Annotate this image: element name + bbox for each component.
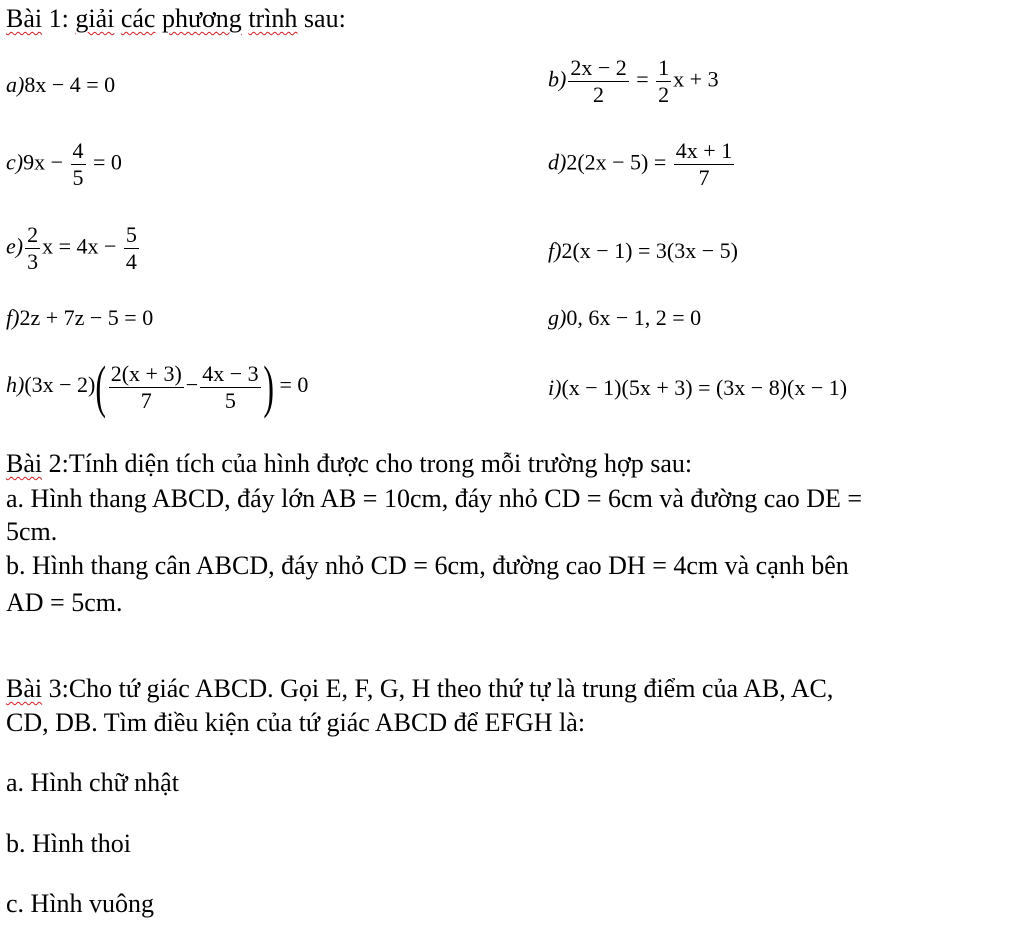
eq-d-den: 7 bbox=[698, 165, 710, 190]
eq-b-den-1: 2 bbox=[593, 82, 605, 107]
eq-c-pre: 9x − bbox=[23, 149, 69, 175]
eq-i-label: i) bbox=[548, 375, 562, 400]
bai3-title-rest: 3:Cho tứ giác ABCD. Gọi E, F, G, H theo thứ tự là trung điểm của AB, AC, bbox=[42, 674, 834, 703]
bai1-word-cac: các bbox=[120, 4, 156, 33]
bai1-heading bbox=[6, 2, 346, 36]
eq-h-fraction-1 bbox=[109, 361, 184, 414]
bai3-item-c: c. Hình vuông bbox=[6, 889, 155, 918]
bai2-heading bbox=[6, 447, 692, 481]
eq-b-num-1: 2x − 2 bbox=[570, 55, 627, 80]
eq-b-tail: x + 3 bbox=[673, 66, 719, 92]
eq-d-fraction bbox=[674, 138, 734, 191]
bai1-word-giai: giải bbox=[75, 4, 115, 33]
bai3-item-b: b. Hình thoi bbox=[6, 829, 131, 858]
eq-h-num-2: 4x − 3 bbox=[202, 360, 259, 386]
eq-f2-label: f) bbox=[6, 305, 20, 330]
eq-d-num: 4x + 1 bbox=[675, 138, 733, 163]
eq-c-num: 4 bbox=[72, 138, 84, 163]
equation-e bbox=[6, 222, 141, 275]
eq-h-pre: (3x − 2) bbox=[24, 372, 96, 398]
equation-d bbox=[548, 138, 736, 191]
eq-d-label: d) bbox=[548, 149, 567, 175]
eq-h-minus: − bbox=[185, 372, 199, 398]
bai3-label: Bài bbox=[6, 674, 43, 703]
eq-f1-body: 2(x − 1) = 3(3x − 5) bbox=[561, 238, 738, 263]
bai3-heading bbox=[6, 672, 833, 706]
eq-e-fraction-1 bbox=[25, 222, 40, 275]
eq-c-label: c) bbox=[6, 149, 24, 175]
equation-h bbox=[6, 354, 309, 419]
bai2-item-a-line-2: 5cm. bbox=[6, 517, 58, 546]
bai2-item-a-line-1: a. Hình thang ABCD, đáy lớn AB = 10cm, đáy nhỏ CD = 6cm và đường cao DE = bbox=[6, 484, 863, 513]
eq-a-label: a) bbox=[6, 72, 25, 97]
eq-h-fraction-2 bbox=[200, 361, 260, 414]
eq-f1-label: f) bbox=[548, 238, 562, 263]
bai2-item-b-line-1: b. Hình thang cân ABCD, đáy nhỏ CD = 6cm, đường cao DH = 4cm và cạnh bên bbox=[6, 551, 849, 580]
equation-i bbox=[548, 375, 847, 401]
eq-h-right-paren: ) bbox=[262, 354, 274, 419]
equation-b bbox=[548, 55, 719, 108]
eq-e-num-1: 2 bbox=[27, 222, 39, 247]
equation-f2 bbox=[6, 305, 153, 331]
eq-h-tail: = 0 bbox=[273, 372, 309, 398]
eq-h-label: h) bbox=[6, 372, 25, 398]
eq-c-fraction bbox=[71, 138, 86, 191]
eq-b-fraction-1 bbox=[568, 55, 628, 108]
eq-g-label: g) bbox=[548, 305, 567, 330]
equation-c bbox=[6, 138, 122, 191]
equation-f1 bbox=[548, 238, 738, 264]
eq-e-fraction-2 bbox=[124, 222, 139, 275]
eq-b-den-2: 2 bbox=[658, 82, 670, 107]
eq-b-label: b) bbox=[548, 66, 567, 92]
eq-a-body: 8x − 4 = 0 bbox=[24, 72, 116, 97]
eq-b-num-2: 1 bbox=[658, 55, 670, 80]
equation-g bbox=[548, 305, 701, 331]
bai1-tail: sau: bbox=[297, 4, 346, 33]
eq-h-den-2: 5 bbox=[224, 387, 236, 413]
bai1-label: Bài bbox=[6, 4, 43, 33]
eq-e-label: e) bbox=[6, 233, 24, 259]
eq-c-den: 5 bbox=[72, 165, 84, 190]
eq-c-tail: = 0 bbox=[87, 149, 122, 175]
eq-d-pre: 2(2x − 5) = bbox=[566, 149, 672, 175]
bai1-word-trinh: trình bbox=[248, 4, 298, 33]
bai1-title-rest: 1: bbox=[42, 4, 76, 33]
bai3-line-2: CD, DB. Tìm điều kiện của tứ giác ABCD để EFGH là: bbox=[6, 708, 586, 737]
eq-h-left-paren: ( bbox=[95, 354, 107, 419]
bai2-item-b-line-2: AD = 5cm. bbox=[6, 588, 123, 617]
bai2-label: Bài bbox=[6, 449, 43, 478]
eq-h-den-1: 7 bbox=[140, 387, 152, 413]
bai2-title-rest: 2:Tính diện tích của hình được cho trong mỗi trường hợp sau: bbox=[42, 449, 693, 478]
eq-g-body: 0, 6x − 1, 2 = 0 bbox=[566, 305, 702, 330]
eq-f2-body: 2z + 7z − 5 = 0 bbox=[19, 305, 154, 330]
eq-i-body: (x − 1)(5x + 3) = (3x − 8)(x − 1) bbox=[561, 375, 848, 400]
eq-b-mid: = bbox=[630, 66, 655, 92]
eq-b-fraction-2 bbox=[656, 55, 671, 108]
eq-e-num-2: 5 bbox=[125, 222, 137, 247]
bai1-word-phuong: phương bbox=[161, 4, 242, 33]
equation-a bbox=[6, 72, 115, 98]
bai3-item-a: a. Hình chữ nhật bbox=[6, 768, 179, 797]
eq-e-mid: x = 4x − bbox=[42, 233, 122, 259]
eq-h-num-1: 2(x + 3) bbox=[110, 360, 182, 386]
eq-e-den-2: 4 bbox=[125, 249, 137, 274]
eq-e-den-1: 3 bbox=[27, 249, 39, 274]
